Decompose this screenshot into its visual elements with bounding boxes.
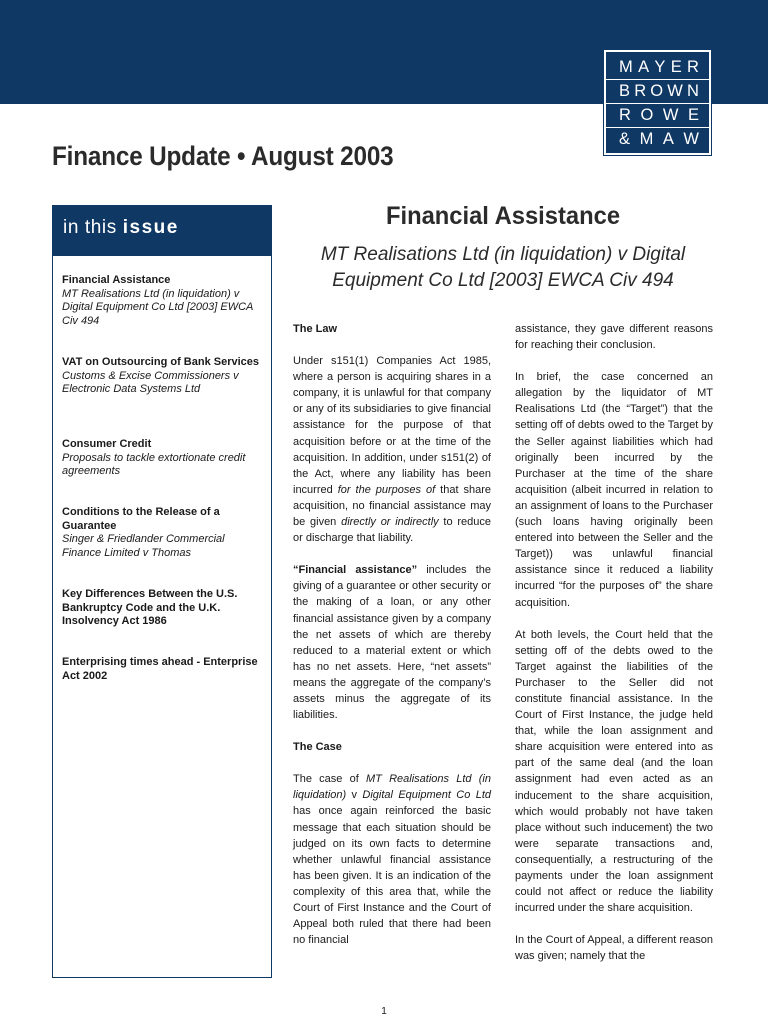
logo-divider [606, 103, 709, 104]
text-run-italic: Digital Equipment Co Ltd [362, 789, 491, 802]
right-paragraph-1: assistance, they gave different reasons for reaching their conclusion. [515, 323, 713, 352]
issue-item-subtitle: Singer & Friedlander Commercial Finance Limited v Thomas [62, 533, 225, 560]
text-run: The case of [293, 773, 367, 786]
issue-item-title: VAT on Outsourcing of Bank Services [62, 356, 260, 368]
case-paragraph-1 [293, 771, 491, 948]
page-number: 1 [381, 1006, 387, 1017]
text-run: includes the giving of a guarantee or other security or the making of a loan, or any other financial assistance given by a company the net assets of which are thereby reduced to a material extent or which has no net assets. Here, “net assets” means the aggregate of the company’s assets minus the aggregate of its liabilities. [293, 564, 491, 722]
issue-item-subtitle: Customs & Excise Commissioners v Electronic Data Systems Ltd [62, 369, 239, 396]
text-run: v [346, 789, 363, 802]
section-heading-the-case: The Case [293, 741, 342, 754]
logo-line-2: B R O W N [619, 82, 699, 100]
text-run: to reduce or discharge that liability. [293, 516, 492, 545]
heading-light: in this [63, 217, 123, 238]
article-column-left [293, 321, 491, 948]
newsletter-title: Finance Update • August 2003 [52, 141, 394, 171]
issue-item-title: Key Differences Between the U.S. Bankruptcy Code and the U.K. Insolvency Act 1986 [62, 588, 238, 628]
issue-item-release-of-guarantee[interactable] [62, 506, 266, 561]
issue-item-title: Financial Assistance [62, 274, 171, 286]
issue-item-financial-assistance[interactable] [62, 274, 266, 329]
text-run: Under s151(1) Companies Act 1985, where a person is acquiring shares in a company, it is unlawful for that company or any of its subsidiaries to give financial assistance for the purpose of that acquisition before or at the time of the acquisition. In addition, under s151(2) of the Act, where any liability has been incurred [293, 355, 491, 496]
text-run: has once again reinforced the basic message that each situation should be judged on its own facts to determine whether unlawful financial assistance has been given. It is an indication of the complexity of this area that, while the Court of First Instance and the Court of Appeal both ruled that there had been no financial [293, 805, 491, 947]
logo-line-1: M A Y E R [619, 58, 699, 76]
text-run-italic: for the purposes of [337, 483, 436, 496]
right-paragraph-2: In brief, the case concerned an allegation by the liquidator of MT Realisations Ltd (the “Target”) that the setting off of debts owed to the Target by the Seller against liabilities which had originally been incurred by the Purchaser at the time of the share acquisition (albeit incurred in relation to an assignment of loans to the Purchaser (such loans having originally been entered into between the Seller and the Target)) was unlawful financial assistance since it reduced a liability incurred “for the purposes of” the share acquisition. [515, 371, 713, 609]
issue-item-enterprise-act[interactable] [62, 656, 266, 683]
issue-item-subtitle: Proposals to tackle extortionate credit agreements [62, 451, 246, 478]
issue-item-vat-outsourcing[interactable] [62, 356, 266, 397]
issue-item-title: Consumer Credit [62, 438, 152, 450]
logo-divider [606, 127, 709, 128]
text-run-bold: “Financial assistance” [293, 564, 418, 577]
issue-item-consumer-credit[interactable] [62, 438, 266, 479]
in-this-issue-heading [53, 206, 271, 256]
section-heading-the-law: The Law [293, 323, 338, 335]
text-run-italic: directly or indirectly [341, 516, 439, 529]
text-run: that share acquisition, no financial assistance may be given [293, 483, 491, 529]
right-paragraph-4: In the Court of Appeal, a different reason was given; namely that the [515, 934, 713, 963]
logo-line-4: & M A W [619, 130, 699, 148]
issue-item-bankruptcy-differences[interactable] [62, 588, 266, 629]
law-paragraph-2 [293, 562, 491, 723]
heading-bold: issue [122, 217, 179, 238]
right-paragraph-3: At both levels, the Court held that the setting off of the debts owed to the Target against the liabilities of the Purchaser to the Seller did not constitute financial assistance. In the Court of First Instance, the judge held that, while the loan assignment and share acquisition were entered into as part of the same deal (and the loan assignment had even acted as an inducement to the share acquisition, which would probably not have taken place without such inducement) the two were separate transactions and, consequentially, a restructuring of the payments under the loan assignment could not affect or reduce the liability incurred under the share acquisition. [515, 628, 713, 915]
law-paragraph-1 [293, 353, 491, 546]
issue-item-title: Conditions to the Release of a Guarantee [62, 506, 220, 532]
in-this-issue-panel [52, 205, 272, 978]
logo-line-3: R O W E [619, 106, 699, 124]
issue-item-subtitle: MT Realisations Ltd (in liquidation) v Digital Equipment Co Ltd [2003] EWCA Civ 494 [62, 287, 253, 328]
text-run-italic: MT Realisations Ltd (in liquidation) [293, 773, 491, 802]
article-column-right [515, 321, 713, 964]
case-citation: MT Realisations Ltd (in liquidation) v Digital Equipment Co Ltd [2003] EWCA Civ 494 [320, 244, 686, 291]
firm-logo [604, 50, 711, 155]
issue-item-title: Enterprising times ahead - Enterprise Act 2002 [62, 656, 258, 682]
logo-divider [606, 79, 709, 80]
article-title: Financial Assistance [385, 202, 621, 230]
